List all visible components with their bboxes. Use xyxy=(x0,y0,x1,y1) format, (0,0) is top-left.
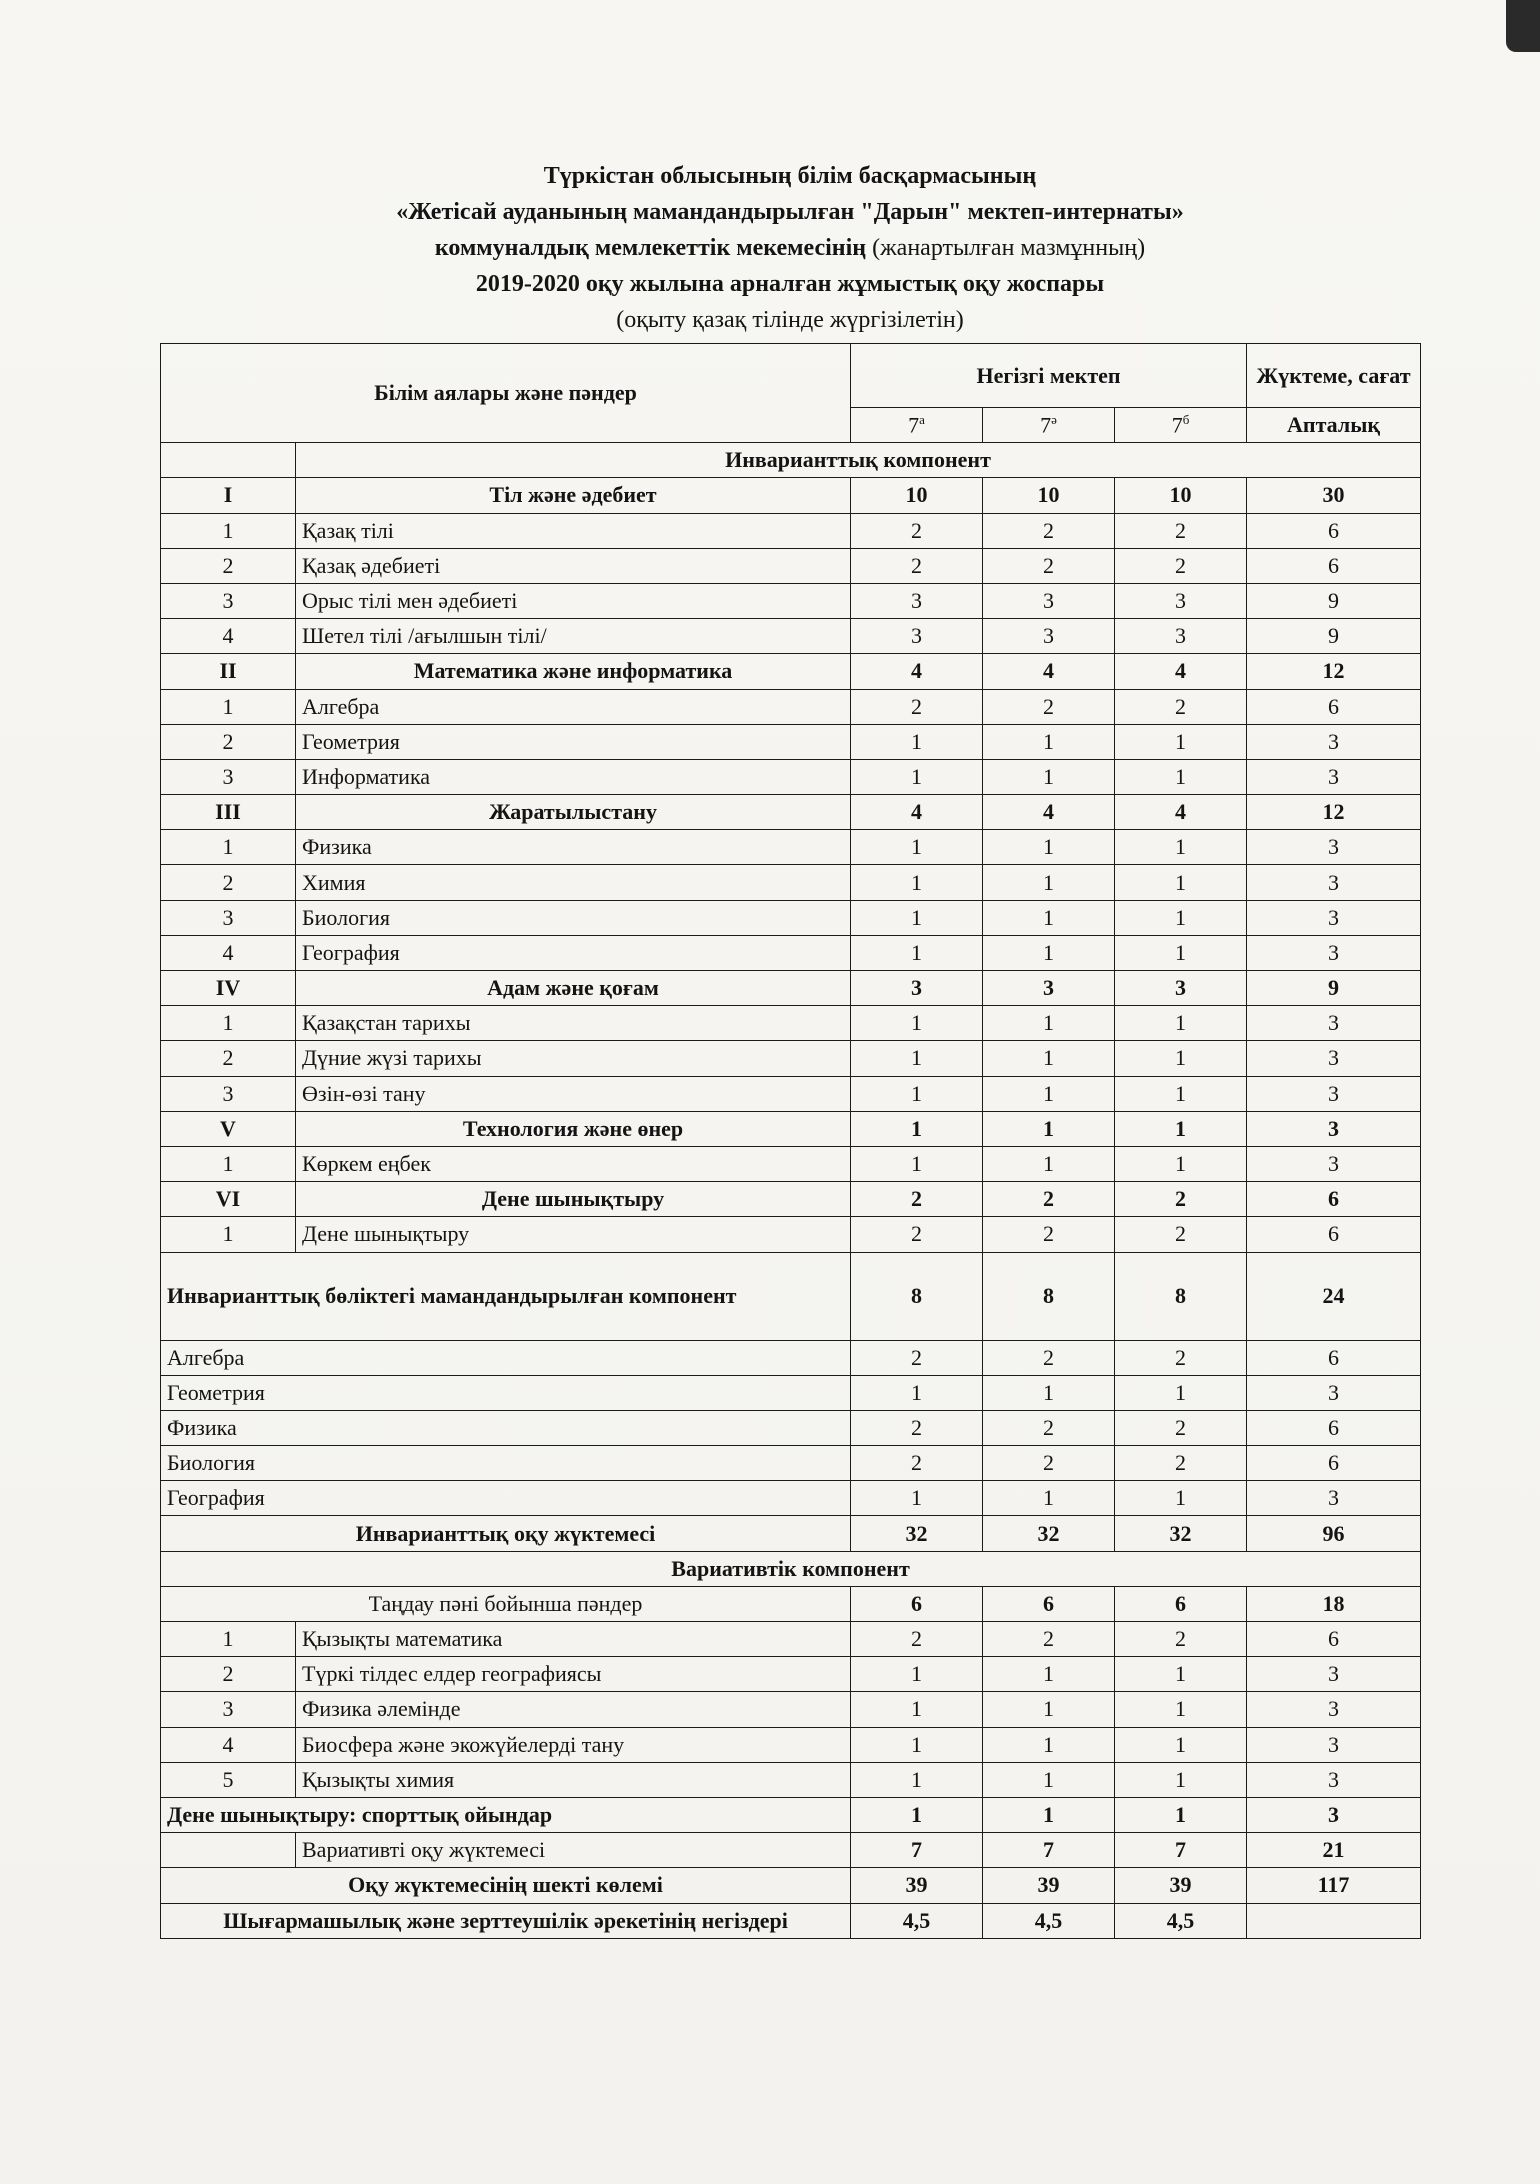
subject-name: Биосфера және экожүйелерді тану xyxy=(296,1727,851,1762)
scan-corner-mark xyxy=(1506,0,1540,52)
value-weekly: 3 xyxy=(1247,1657,1421,1692)
value-7a: 1 xyxy=(851,1657,983,1692)
value-weekly: 3 xyxy=(1247,1041,1421,1076)
row-number: VI xyxy=(161,1182,296,1217)
value-7b: 1 xyxy=(983,900,1115,935)
subject-name: Физика xyxy=(296,830,851,865)
value-weekly: 9 xyxy=(1247,971,1421,1006)
value-7c: 2 xyxy=(1115,513,1247,548)
sport-row xyxy=(161,1797,1421,1832)
elective-subject-row xyxy=(161,1622,1421,1657)
value-7b: 1 xyxy=(983,1006,1115,1041)
subject-name: Түркі тілдес елдер географиясы xyxy=(296,1657,851,1692)
value-7c: 1 xyxy=(1115,1375,1247,1410)
value-7a: 10 xyxy=(851,478,983,513)
value-weekly: 6 xyxy=(1247,1217,1421,1252)
invariant-load-row xyxy=(161,1516,1421,1551)
value-7a: 32 xyxy=(851,1516,983,1551)
value-7c: 8 xyxy=(1115,1252,1247,1340)
value-7b: 1 xyxy=(983,935,1115,970)
value-7a: 1 xyxy=(851,900,983,935)
class-7c-number: 7 xyxy=(1171,412,1183,438)
header-load-hours: Жүктеме, сағат xyxy=(1247,344,1421,408)
area-row xyxy=(161,971,1421,1006)
value-weekly: 18 xyxy=(1247,1586,1421,1621)
value-7b: 2 xyxy=(983,1446,1115,1481)
elective-row xyxy=(161,1586,1421,1621)
row-number: 2 xyxy=(161,865,296,900)
value-7c: 1 xyxy=(1115,1111,1247,1146)
subject-name: Биология xyxy=(161,1446,851,1481)
header-line-5: (оқыту қазақ тілінде жүргізілетін) xyxy=(616,307,964,333)
value-weekly: 3 xyxy=(1247,1797,1421,1832)
value-7c: 1 xyxy=(1115,1762,1247,1797)
value-7c: 3 xyxy=(1115,971,1247,1006)
value-7c: 39 xyxy=(1115,1868,1247,1903)
subject-row xyxy=(161,513,1421,548)
value-weekly: 24 xyxy=(1247,1252,1421,1340)
subject-name: Дене шынықтыру xyxy=(296,1217,851,1252)
header-weekly: Апталық xyxy=(1247,408,1421,443)
value-weekly: 3 xyxy=(1247,1375,1421,1410)
subject-name: Өзін-өзі тану xyxy=(296,1076,851,1111)
value-weekly: 12 xyxy=(1247,654,1421,689)
specialized-subject-row xyxy=(161,1375,1421,1410)
row-number: 4 xyxy=(161,619,296,654)
subject-name: Информатика xyxy=(296,759,851,794)
subject-name: Геометрия xyxy=(161,1375,851,1410)
row-number: II xyxy=(161,654,296,689)
header-class-7b xyxy=(983,408,1115,443)
row-number: 2 xyxy=(161,1657,296,1692)
value-7b: 3 xyxy=(983,583,1115,618)
area-name: Тіл және әдебиет xyxy=(296,478,851,513)
value-weekly: 6 xyxy=(1247,548,1421,583)
value-7c: 7 xyxy=(1115,1833,1247,1868)
row-number: 1 xyxy=(161,513,296,548)
value-weekly: 3 xyxy=(1247,1481,1421,1516)
value-7a: 1 xyxy=(851,830,983,865)
area-name: Технология және өнер xyxy=(296,1111,851,1146)
value-7a: 39 xyxy=(851,1868,983,1903)
header-line-3-bold: коммуналдық мемлекеттік мекемесінің xyxy=(434,235,867,261)
subject-row xyxy=(161,1006,1421,1041)
subject-name: Физика әлемінде xyxy=(296,1692,851,1727)
value-7b: 2 xyxy=(983,689,1115,724)
value-7b: 8 xyxy=(983,1252,1115,1340)
value-7a: 2 xyxy=(851,1446,983,1481)
row-number: 1 xyxy=(161,1217,296,1252)
value-7c: 1 xyxy=(1115,900,1247,935)
subject-name: Физика xyxy=(161,1410,851,1445)
value-7c: 1 xyxy=(1115,1006,1247,1041)
creative-name: Шығармашылық және зерттеушілік әрекетінің негіздері xyxy=(161,1903,851,1938)
value-7c: 2 xyxy=(1115,1217,1247,1252)
value-7a: 4 xyxy=(851,795,983,830)
header-line-1: Түркістан облысының білім басқармасының xyxy=(543,163,1037,189)
value-7a: 8 xyxy=(851,1252,983,1340)
value-7a: 7 xyxy=(851,1833,983,1868)
value-7b: 1 xyxy=(983,1762,1115,1797)
value-weekly: 3 xyxy=(1247,1146,1421,1181)
value-7a: 2 xyxy=(851,548,983,583)
value-7b: 1 xyxy=(983,1797,1115,1832)
value-weekly: 3 xyxy=(1247,900,1421,935)
value-7a: 1 xyxy=(851,1006,983,1041)
subject-row xyxy=(161,1041,1421,1076)
value-7c: 32 xyxy=(1115,1516,1247,1551)
elective-subject-row xyxy=(161,1657,1421,1692)
value-weekly: 3 xyxy=(1247,865,1421,900)
value-7b: 1 xyxy=(983,865,1115,900)
subject-name: Дүние жүзі тарихы xyxy=(296,1041,851,1076)
value-7a: 1 xyxy=(851,1076,983,1111)
specialized-row xyxy=(161,1252,1421,1340)
subject-name: Қызықты химия xyxy=(296,1762,851,1797)
row-number: 3 xyxy=(161,900,296,935)
class-7a-letter: а xyxy=(919,411,925,427)
variative-load-row xyxy=(161,1833,1421,1868)
section-title-row xyxy=(161,443,1421,478)
row-number: I xyxy=(161,478,296,513)
header-class-7a xyxy=(851,408,983,443)
blank-cell xyxy=(161,1833,296,1868)
subject-name: Көркем еңбек xyxy=(296,1146,851,1181)
row-number: 4 xyxy=(161,1727,296,1762)
value-7b: 1 xyxy=(983,1041,1115,1076)
value-7a: 2 xyxy=(851,689,983,724)
value-7b: 32 xyxy=(983,1516,1115,1551)
value-7b: 39 xyxy=(983,1868,1115,1903)
value-weekly: 3 xyxy=(1247,724,1421,759)
class-7b-number: 7 xyxy=(1040,412,1052,438)
value-7a: 3 xyxy=(851,971,983,1006)
specialized-subject-row xyxy=(161,1481,1421,1516)
value-7b: 2 xyxy=(983,1182,1115,1217)
value-7c: 2 xyxy=(1115,1622,1247,1657)
value-weekly: 21 xyxy=(1247,1833,1421,1868)
value-weekly: 3 xyxy=(1247,935,1421,970)
value-7b: 1 xyxy=(983,1146,1115,1181)
subject-name: Қазақ әдебиеті xyxy=(296,548,851,583)
elective-name: Таңдау пәні бойынша пәндер xyxy=(161,1586,851,1621)
value-7a: 2 xyxy=(851,1217,983,1252)
header-line-4: 2019-2020 оқу жылына арналған жұмыстық оқу жоспары xyxy=(475,271,1105,297)
subject-row xyxy=(161,865,1421,900)
value-7b: 7 xyxy=(983,1833,1115,1868)
row-number: 1 xyxy=(161,1146,296,1181)
subject-name: Алгебра xyxy=(161,1340,851,1375)
subject-row xyxy=(161,830,1421,865)
value-7a: 1 xyxy=(851,1041,983,1076)
value-7a: 2 xyxy=(851,1622,983,1657)
variative-title-row xyxy=(161,1551,1421,1586)
value-weekly: 3 xyxy=(1247,1076,1421,1111)
row-number: 1 xyxy=(161,1622,296,1657)
value-7a: 1 xyxy=(851,759,983,794)
value-7c: 1 xyxy=(1115,1481,1247,1516)
value-7b: 1 xyxy=(983,724,1115,759)
value-7a: 2 xyxy=(851,513,983,548)
row-number: 3 xyxy=(161,1076,296,1111)
value-7c: 1 xyxy=(1115,1692,1247,1727)
value-weekly: 3 xyxy=(1247,1111,1421,1146)
value-7b: 2 xyxy=(983,513,1115,548)
subject-row xyxy=(161,689,1421,724)
subject-name: Химия xyxy=(296,865,851,900)
row-number: 1 xyxy=(161,689,296,724)
value-7b: 2 xyxy=(983,1217,1115,1252)
value-7b: 10 xyxy=(983,478,1115,513)
creative-row xyxy=(161,1903,1421,1938)
value-7b: 2 xyxy=(983,1340,1115,1375)
value-7c: 1 xyxy=(1115,1146,1247,1181)
value-7c: 1 xyxy=(1115,865,1247,900)
row-number: 2 xyxy=(161,724,296,759)
subject-name: Орыс тілі мен әдебиеті xyxy=(296,583,851,618)
value-weekly: 3 xyxy=(1247,1006,1421,1041)
header-class-7c xyxy=(1115,408,1247,443)
row-number: 5 xyxy=(161,1762,296,1797)
subject-name: Қазақстан тарихы xyxy=(296,1006,851,1041)
elective-subject-row xyxy=(161,1727,1421,1762)
row-number: III xyxy=(161,795,296,830)
curriculum-table-body xyxy=(161,344,1421,1939)
specialized-name: Инварианттық бөліктегі мамандандырылған компонент xyxy=(161,1252,851,1340)
area-row xyxy=(161,478,1421,513)
value-7a: 1 xyxy=(851,1111,983,1146)
value-7c: 4 xyxy=(1115,654,1247,689)
value-weekly: 3 xyxy=(1247,1692,1421,1727)
value-7a: 1 xyxy=(851,1481,983,1516)
area-name: Жаратылыстану xyxy=(296,795,851,830)
header-subjects: Білім аялары және пәндер xyxy=(161,344,851,443)
specialized-subject-row xyxy=(161,1410,1421,1445)
row-number: 4 xyxy=(161,935,296,970)
value-7b: 1 xyxy=(983,1076,1115,1111)
value-7b: 4,5 xyxy=(983,1903,1115,1938)
class-7a-number: 7 xyxy=(908,412,920,438)
value-7b: 1 xyxy=(983,1375,1115,1410)
value-7b: 1 xyxy=(983,1111,1115,1146)
subject-name: Геометрия xyxy=(296,724,851,759)
value-7a: 4,5 xyxy=(851,1903,983,1938)
table-header-row xyxy=(161,344,1421,408)
invariant-load-name: Инварианттық оқу жүктемесі xyxy=(161,1516,851,1551)
row-number: V xyxy=(161,1111,296,1146)
value-7c: 10 xyxy=(1115,478,1247,513)
value-weekly: 3 xyxy=(1247,1727,1421,1762)
area-row xyxy=(161,654,1421,689)
value-7a: 3 xyxy=(851,583,983,618)
subject-row xyxy=(161,1217,1421,1252)
value-7c: 1 xyxy=(1115,935,1247,970)
max-load-row xyxy=(161,1868,1421,1903)
value-7a: 2 xyxy=(851,1410,983,1445)
row-number: 3 xyxy=(161,1692,296,1727)
value-7b: 2 xyxy=(983,548,1115,583)
subject-name: Қызықты математика xyxy=(296,1622,851,1657)
subject-name: Қазақ тілі xyxy=(296,513,851,548)
row-number: 1 xyxy=(161,1006,296,1041)
value-7b: 2 xyxy=(983,1410,1115,1445)
value-7a: 1 xyxy=(851,1375,983,1410)
value-7c: 1 xyxy=(1115,1657,1247,1692)
elective-subject-row xyxy=(161,1762,1421,1797)
value-7b: 1 xyxy=(983,1692,1115,1727)
value-weekly: 3 xyxy=(1247,759,1421,794)
elective-subject-row xyxy=(161,1692,1421,1727)
value-weekly: 3 xyxy=(1247,1762,1421,1797)
value-7b: 2 xyxy=(983,1622,1115,1657)
value-weekly: 6 xyxy=(1247,689,1421,724)
subject-row xyxy=(161,1146,1421,1181)
area-row xyxy=(161,1111,1421,1146)
row-number: 3 xyxy=(161,759,296,794)
value-weekly: 30 xyxy=(1247,478,1421,513)
value-7a: 6 xyxy=(851,1586,983,1621)
specialized-subject-row xyxy=(161,1340,1421,1375)
area-name: Дене шынықтыру xyxy=(296,1182,851,1217)
area-row xyxy=(161,795,1421,830)
subject-row xyxy=(161,759,1421,794)
value-7c: 2 xyxy=(1115,1340,1247,1375)
value-7c: 1 xyxy=(1115,724,1247,759)
value-7c: 1 xyxy=(1115,830,1247,865)
section-title-invariant: Инварианттық компонент xyxy=(296,443,1421,478)
value-7a: 1 xyxy=(851,1797,983,1832)
row-number: IV xyxy=(161,971,296,1006)
subject-row xyxy=(161,619,1421,654)
value-weekly: 3 xyxy=(1247,830,1421,865)
value-7a: 1 xyxy=(851,865,983,900)
row-number: 2 xyxy=(161,548,296,583)
value-7a: 4 xyxy=(851,654,983,689)
value-7c: 2 xyxy=(1115,548,1247,583)
value-7c: 1 xyxy=(1115,759,1247,794)
value-7b: 4 xyxy=(983,795,1115,830)
value-weekly: 6 xyxy=(1247,1622,1421,1657)
value-7c: 3 xyxy=(1115,619,1247,654)
value-weekly: 96 xyxy=(1247,1516,1421,1551)
area-row xyxy=(161,1182,1421,1217)
section-title-variative: Вариативтік компонент xyxy=(161,1551,1421,1586)
value-weekly: 6 xyxy=(1247,1410,1421,1445)
area-name: Математика және информатика xyxy=(296,654,851,689)
subject-name: Шетел тілі /ағылшын тілі/ xyxy=(296,619,851,654)
value-7c: 2 xyxy=(1115,1410,1247,1445)
row-number: 1 xyxy=(161,830,296,865)
sport-name: Дене шынықтыру: спорттық ойындар xyxy=(161,1797,851,1832)
value-weekly: 117 xyxy=(1247,1868,1421,1903)
value-7b: 6 xyxy=(983,1586,1115,1621)
value-weekly: 6 xyxy=(1247,1182,1421,1217)
value-7a: 1 xyxy=(851,1762,983,1797)
subject-row xyxy=(161,583,1421,618)
row-number: 2 xyxy=(161,1041,296,1076)
value-7c: 2 xyxy=(1115,689,1247,724)
subject-row xyxy=(161,548,1421,583)
value-weekly: 6 xyxy=(1247,513,1421,548)
value-7c: 1 xyxy=(1115,1041,1247,1076)
value-7a: 1 xyxy=(851,724,983,759)
header-line-3 xyxy=(160,230,1420,266)
max-load-name: Оқу жүктемесінің шекті көлемі xyxy=(161,1868,851,1903)
value-7b: 3 xyxy=(983,619,1115,654)
value-weekly: 6 xyxy=(1247,1446,1421,1481)
value-7a: 1 xyxy=(851,1692,983,1727)
section-blank xyxy=(161,443,296,478)
value-7a: 1 xyxy=(851,935,983,970)
subject-name: Алгебра xyxy=(296,689,851,724)
value-weekly: 6 xyxy=(1247,1340,1421,1375)
curriculum-table xyxy=(160,343,1421,1939)
value-7c: 4 xyxy=(1115,795,1247,830)
value-7b: 1 xyxy=(983,830,1115,865)
header-line-3-normal: (жанартылған мазмұнның) xyxy=(872,235,1146,261)
subject-row xyxy=(161,900,1421,935)
value-7a: 2 xyxy=(851,1182,983,1217)
value-7b: 3 xyxy=(983,971,1115,1006)
value-7b: 1 xyxy=(983,1481,1115,1516)
value-7b: 1 xyxy=(983,1657,1115,1692)
specialized-subject-row xyxy=(161,1446,1421,1481)
variative-load-name: Вариативті оқу жүктемесі xyxy=(296,1833,851,1868)
value-7c: 1 xyxy=(1115,1727,1247,1762)
value-7c: 1 xyxy=(1115,1797,1247,1832)
value-7a: 1 xyxy=(851,1146,983,1181)
value-7c: 2 xyxy=(1115,1446,1247,1481)
subject-row xyxy=(161,935,1421,970)
value-7b: 1 xyxy=(983,1727,1115,1762)
value-weekly: 9 xyxy=(1247,583,1421,618)
value-7b: 4 xyxy=(983,654,1115,689)
area-name: Адам және қоғам xyxy=(296,971,851,1006)
subject-row xyxy=(161,724,1421,759)
value-7b: 1 xyxy=(983,759,1115,794)
header-basic-school: Негізгі мектеп xyxy=(851,344,1247,408)
value-7c: 4,5 xyxy=(1115,1903,1247,1938)
value-7c: 3 xyxy=(1115,583,1247,618)
value-7a: 1 xyxy=(851,1727,983,1762)
subject-name: География xyxy=(296,935,851,970)
class-7c-letter: б xyxy=(1182,411,1190,427)
subject-name: География xyxy=(161,1481,851,1516)
value-weekly xyxy=(1247,1903,1421,1938)
row-number: 3 xyxy=(161,583,296,618)
value-7a: 3 xyxy=(851,619,983,654)
document-header xyxy=(160,158,1420,338)
value-7c: 6 xyxy=(1115,1586,1247,1621)
class-7b-letter: ә xyxy=(1051,411,1057,427)
subject-name: Биология xyxy=(296,900,851,935)
value-7c: 2 xyxy=(1115,1182,1247,1217)
value-7c: 1 xyxy=(1115,1076,1247,1111)
value-weekly: 12 xyxy=(1247,795,1421,830)
value-7a: 2 xyxy=(851,1340,983,1375)
value-weekly: 9 xyxy=(1247,619,1421,654)
header-line-2: «Жетісай ауданының мамандандырылған "Дарын" мектеп-интернаты» xyxy=(396,199,1184,225)
subject-row xyxy=(161,1076,1421,1111)
